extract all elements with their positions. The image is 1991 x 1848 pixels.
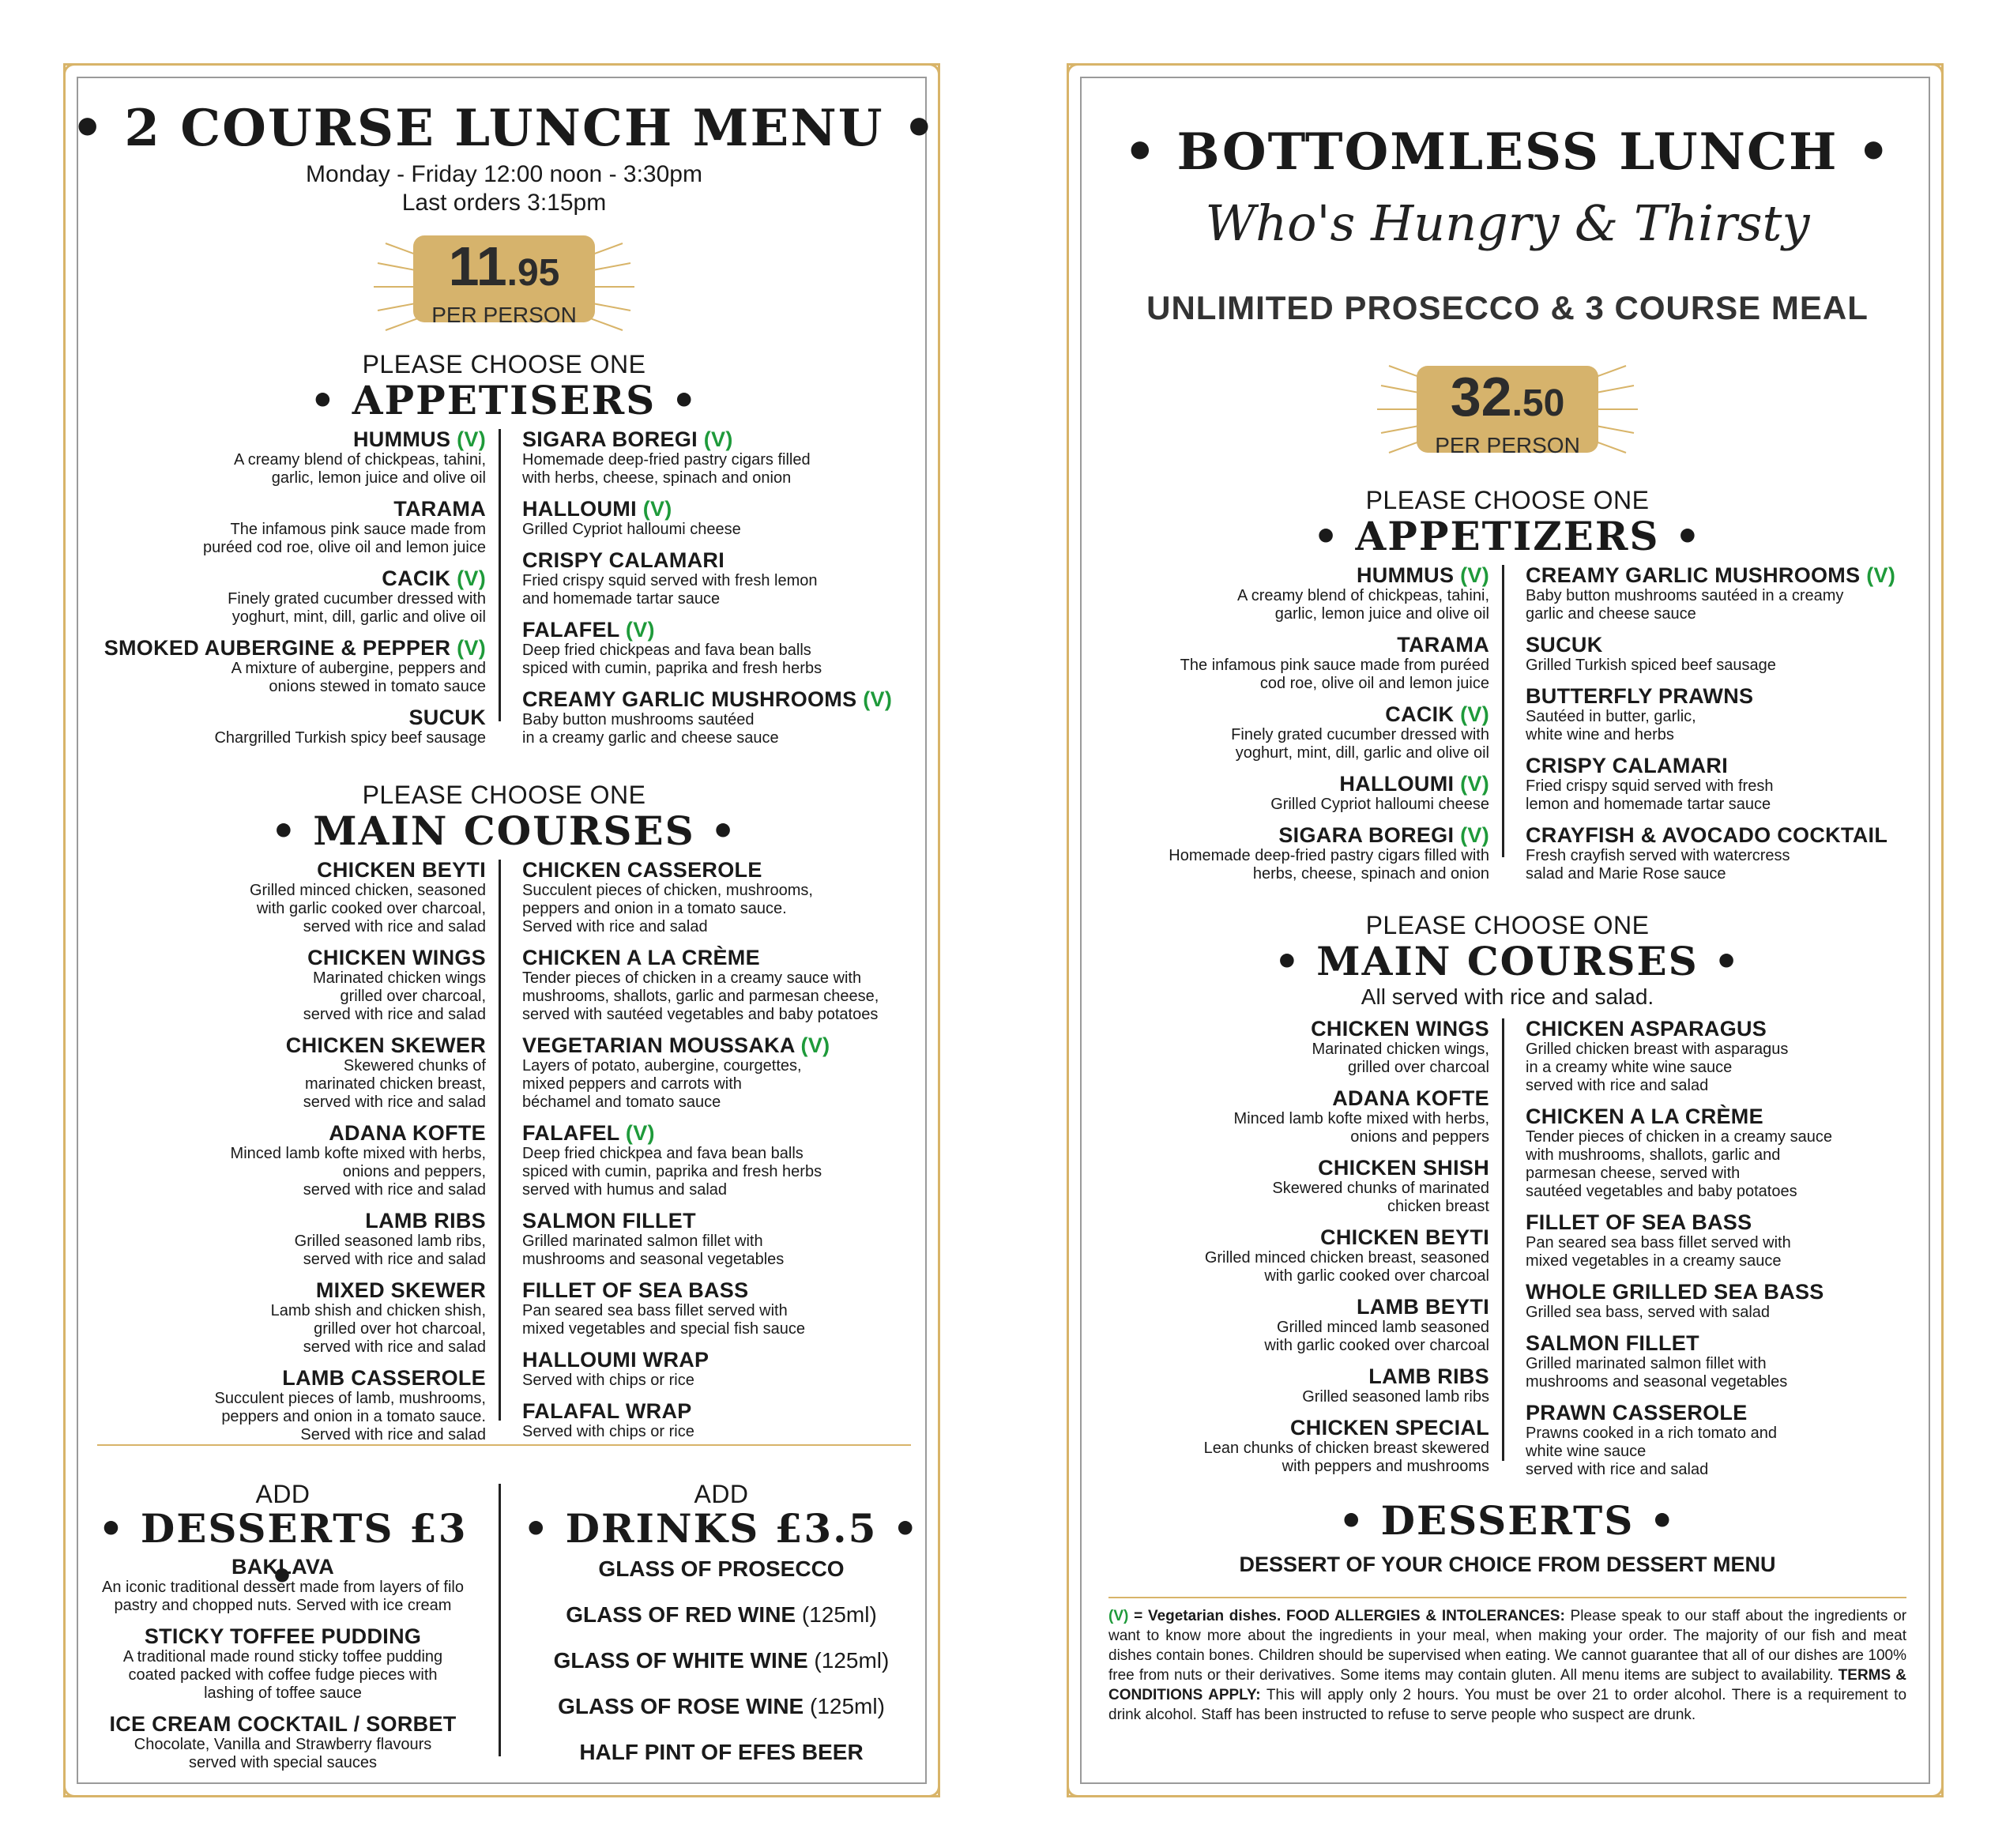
menu-item bbox=[1526, 633, 1936, 675]
mains-right-column bbox=[522, 858, 941, 1451]
dish-name: SMOKED AUBERGINE & PEPPER bbox=[104, 636, 451, 660]
menu-item bbox=[1085, 1364, 1489, 1406]
menu-item-description: The infamous pink sauce made from puréed cod roe, olive oil and lemon juice bbox=[1180, 657, 1489, 692]
menu-item bbox=[1085, 563, 1489, 623]
menu-item bbox=[81, 946, 486, 1024]
vegetarian-badge: (V) bbox=[625, 1121, 655, 1145]
menu-item-description: Minced lamb kofte mixed with herbs, onions and peppers bbox=[1233, 1110, 1489, 1146]
menu-item bbox=[1526, 1401, 1944, 1479]
lunch-title: • 2 COURSE LUNCH MENU • bbox=[66, 97, 943, 160]
menu-item bbox=[81, 427, 486, 487]
dish-name: CHICKEN WINGS bbox=[307, 946, 486, 969]
menu-item-description: Grilled marinated salmon fillet with mushrooms and seasonal vegetables bbox=[522, 1233, 785, 1268]
menu-item-description: Grilled sea bass, served with salad bbox=[1526, 1304, 1771, 1321]
dish-name: LAMB CASSEROLE bbox=[282, 1366, 486, 1390]
dish-name: ICE CREAM COCKTAIL / SORBET bbox=[109, 1712, 457, 1736]
corner-ornament bbox=[1067, 1763, 1101, 1797]
appetizers-title: • APPETIZERS • bbox=[1069, 513, 1946, 560]
dish-name: HUMMUS bbox=[352, 427, 451, 451]
drinks-list bbox=[516, 1557, 927, 1786]
menu-item-name bbox=[522, 548, 933, 572]
price-decimal: .50 bbox=[1511, 382, 1565, 424]
bottomless-menu-panel bbox=[1067, 63, 1944, 1797]
menu-item-description: A creamy blend of chickpeas, tahini, garlic, lemon juice and olive oil bbox=[233, 451, 486, 487]
dish-name: LAMB RIBS bbox=[365, 1209, 486, 1233]
drink-name: GLASS OF PROSECCO bbox=[598, 1556, 845, 1581]
menu-item-name bbox=[1085, 772, 1489, 796]
menu-item-name bbox=[81, 706, 486, 729]
dish-name: FALAFAL WRAP bbox=[522, 1399, 692, 1423]
menu-item-description: Homemade deep-fried pastry cigars filled with herbs, cheese, spinach and onion bbox=[522, 451, 811, 487]
mains-title: • MAIN COURSES • bbox=[66, 807, 943, 855]
menu-item bbox=[81, 706, 486, 747]
menu-item bbox=[522, 1278, 941, 1338]
menu-item bbox=[1526, 1105, 1944, 1201]
dish-name: SALMON FILLET bbox=[1526, 1331, 1699, 1355]
menu-item-description: Chocolate, Vanilla and Strawberry flavours served with special sauces bbox=[134, 1736, 432, 1771]
dish-name: BUTTERFLY PRAWNS bbox=[1526, 684, 1754, 708]
dish-name: FALAFEL bbox=[522, 618, 620, 642]
dish-name: CHICKEN SKEWER bbox=[285, 1033, 486, 1057]
menu-item-name bbox=[1526, 1401, 1944, 1425]
dish-name: LAMB RIBS bbox=[1368, 1364, 1489, 1388]
menu-item-description: A traditional made round sticky toffee pudding coated packed with coffee fudge pieces with lashing of toffee sauce bbox=[122, 1648, 443, 1702]
menu-item-description: Grilled chicken breast with asparagus in a creamy white wine sauce served with rice and salad bbox=[1526, 1041, 1789, 1094]
corner-ornament bbox=[1067, 63, 1101, 97]
menu-item-description: Grilled seasoned lamb ribs, served with rice and salad bbox=[294, 1233, 486, 1268]
menu-item-name bbox=[81, 1366, 486, 1390]
bottomless-tagline: Who's Hungry & Thirsty bbox=[1205, 194, 1810, 252]
dish-name: MIXED SKEWER bbox=[315, 1278, 486, 1302]
column-divider bbox=[1502, 1018, 1504, 1461]
menu-item-description: Layers of potato, aubergine, courgettes, mixed peppers and carrots with béchamel and tomato sauce bbox=[522, 1057, 802, 1111]
menu-item bbox=[81, 497, 486, 557]
vegetarian-badge: (V) bbox=[1460, 563, 1489, 587]
menu-item bbox=[1526, 754, 1936, 814]
menu-item-description: Minced lamb kofte mixed with herbs, onions and peppers, served with rice and salad bbox=[230, 1145, 486, 1199]
drink-item bbox=[516, 1603, 927, 1627]
menu-item-description: Grilled minced chicken, seasoned with garlic cooked over charcoal, served with rice and salad bbox=[249, 882, 486, 935]
menu-item-description: Pan seared sea bass fillet served with mixed vegetables and special fish sauce bbox=[522, 1302, 805, 1338]
dish-name: SALMON FILLET bbox=[522, 1209, 696, 1233]
menu-item bbox=[522, 1399, 941, 1441]
menu-item-description: Grilled seasoned lamb ribs bbox=[1302, 1388, 1489, 1406]
menu-item-name bbox=[81, 427, 486, 451]
drink-name: GLASS OF RED WINE bbox=[566, 1602, 796, 1627]
drink-name: GLASS OF ROSE WINE bbox=[558, 1694, 804, 1718]
menu-item-name bbox=[81, 1712, 484, 1736]
menu-item bbox=[522, 1209, 941, 1269]
drink-item bbox=[516, 1649, 927, 1673]
footer-text-2: This will apply only 2 hours. You must be over 21 to order alcohol. There is a requirement to drink alcohol. Staff has been instructed to refuse to serve people who suspect are drunk. bbox=[1108, 1687, 1907, 1723]
menu-item-description: Marinated chicken wings, grilled over charcoal bbox=[1312, 1041, 1489, 1076]
menu-item bbox=[1085, 1086, 1489, 1146]
column-divider bbox=[1502, 565, 1504, 857]
menu-item bbox=[1526, 684, 1936, 744]
mains-note: All served with rice and salad. bbox=[1361, 984, 1654, 1009]
dish-name: CHICKEN SPECIAL bbox=[1289, 1416, 1489, 1440]
menu-item-name bbox=[522, 1399, 941, 1423]
menu-item-name bbox=[1526, 1280, 1944, 1304]
dish-name: CHICKEN SHISH bbox=[1318, 1156, 1489, 1180]
menu-item-description: Lamb shish and chicken shish, grilled over hot charcoal, served with rice and salad bbox=[270, 1302, 486, 1356]
menu-item bbox=[1085, 772, 1489, 814]
dish-name: ADANA KOFTE bbox=[1332, 1086, 1489, 1110]
menu-item-description: Fresh crayfish served with watercress salad and Marie Rose sauce bbox=[1526, 847, 1790, 883]
menu-item-description: Succulent pieces of lamb, mushrooms, peppers and onion in a tomato sauce. Served with rice and salad bbox=[214, 1390, 486, 1443]
appetisers-left-column bbox=[81, 427, 486, 757]
menu-item-description: Grilled minced chicken breast, seasoned with garlic cooked over charcoal bbox=[1204, 1249, 1489, 1285]
menu-item bbox=[522, 1121, 941, 1199]
dish-name: CREAMY GARLIC MUSHROOMS bbox=[522, 687, 857, 711]
menu-item-description: Tender pieces of chicken in a creamy sauce with mushrooms, shallots, garlic and parmesan cheese, served with sautéed vegetables and baby potatoes bbox=[522, 969, 879, 1023]
menu-item-name bbox=[1526, 563, 1936, 587]
menu-item bbox=[81, 1624, 484, 1703]
price-badge bbox=[1373, 350, 1642, 469]
menu-item-description: Deep fried chickpea and fava bean balls spiced with cumin, paprika and fresh herbs served with humus and salad bbox=[522, 1145, 822, 1199]
dish-name: SIGARA BOREGI bbox=[522, 427, 698, 451]
menu-item-name bbox=[81, 1278, 486, 1302]
corner-ornament bbox=[63, 63, 97, 97]
vegetarian-badge: (V) bbox=[1866, 563, 1896, 587]
menu-item bbox=[1526, 1017, 1944, 1095]
menu-item-description: Served with chips or rice bbox=[522, 1372, 694, 1389]
menu-item-description: Grilled Cypriot halloumi cheese bbox=[1270, 796, 1489, 813]
menu-item-name bbox=[81, 858, 486, 882]
dish-name: CRISPY CALAMARI bbox=[522, 548, 725, 572]
lunch-last-orders: Last orders 3:15pm bbox=[401, 190, 607, 216]
dish-name: VEGETARIAN MOUSSAKA bbox=[522, 1033, 795, 1057]
menu-item bbox=[81, 636, 486, 696]
mains-left-column bbox=[1085, 1017, 1489, 1485]
menu-item bbox=[81, 858, 486, 936]
dish-name: FILLET OF SEA BASS bbox=[1526, 1210, 1752, 1234]
menu-item-name bbox=[522, 1121, 941, 1145]
menu-item-name bbox=[1526, 754, 1936, 777]
menu-item-name bbox=[1085, 823, 1489, 847]
drink-size: (125ml) bbox=[810, 1694, 885, 1718]
appetisers-right-column bbox=[522, 427, 933, 757]
price-badge bbox=[370, 228, 638, 346]
vegetarian-badge: (V) bbox=[863, 687, 893, 711]
menu-item-name bbox=[522, 858, 941, 882]
menu-item-description: Lean chunks of chicken breast skewered with peppers and mushrooms bbox=[1203, 1440, 1489, 1475]
menu-item-name bbox=[81, 1209, 486, 1233]
mains-choose: PLEASE CHOOSE ONE bbox=[1365, 911, 1650, 939]
dish-name: HALLOUMI WRAP bbox=[522, 1348, 709, 1372]
menu-item bbox=[1526, 823, 1936, 883]
menu-item bbox=[522, 618, 933, 678]
lunch-menu-panel bbox=[63, 63, 940, 1797]
corner-ornament bbox=[906, 63, 940, 97]
drinks-title: • DRINKS £3.5 • bbox=[516, 1505, 927, 1553]
dish-name: FALAFEL bbox=[522, 1121, 620, 1145]
dish-name: CRISPY CALAMARI bbox=[1526, 754, 1729, 777]
menu-item-description: Homemade deep-fried pastry cigars filled with herbs, cheese, spinach and onion bbox=[1169, 847, 1489, 883]
dish-name: SIGARA BOREGI bbox=[1278, 823, 1455, 847]
appetizers-right-column bbox=[1526, 563, 1936, 893]
drink-size: (125ml) bbox=[801, 1602, 877, 1627]
column-divider bbox=[499, 860, 501, 1421]
veg-label: = Vegetarian dishes. FOOD ALLERGIES & INTOLERANCES: bbox=[1134, 1608, 1565, 1624]
section-divider bbox=[1108, 1597, 1906, 1598]
menu-item bbox=[1085, 633, 1489, 693]
menu-item-description: Skewered chunks of marinated chicken breast bbox=[1272, 1180, 1489, 1215]
menu-item-description: Baby button mushrooms sautéed in a creamy garlic and cheese sauce bbox=[522, 711, 779, 747]
appetizers-left-column bbox=[1085, 563, 1489, 893]
menu-item bbox=[81, 1209, 486, 1269]
menu-item-name bbox=[1526, 1331, 1944, 1355]
vegetarian-badge: (V) bbox=[457, 566, 486, 590]
dish-name: WHOLE GRILLED SEA BASS bbox=[1526, 1280, 1824, 1304]
menu-item-name bbox=[81, 497, 486, 521]
footer-notes bbox=[1108, 1606, 1906, 1725]
menu-item-name bbox=[1085, 1416, 1489, 1440]
menu-item-name bbox=[81, 1624, 484, 1648]
menu-item-name bbox=[1085, 563, 1489, 587]
lunch-hours: Monday - Friday 12:00 noon - 3:30pm bbox=[306, 161, 702, 187]
footer-text-1: Please speak to our staff about the ingredients or want to know more about the ingredients in your meal, when making your order. The majority of our fish and meat dishes contain bones. Children should be supervised when eating. We cannot guarantee that all of our dishes are 100% free from nuts or their derivatives. Some items may contain gluten. All menu items are subject to availability. bbox=[1108, 1608, 1907, 1684]
dish-name: BAKLAVA bbox=[231, 1555, 335, 1579]
menu-item-description: Fried crispy squid served with fresh lemon and homemade tartar sauce bbox=[522, 572, 818, 608]
price-main: 32 bbox=[1450, 366, 1512, 427]
dish-name: CHICKEN A LA CRÈME bbox=[1526, 1105, 1763, 1128]
mains-right-column bbox=[1526, 1017, 1944, 1489]
vegetarian-badge: (V) bbox=[1460, 823, 1489, 847]
menu-item-name bbox=[81, 1033, 486, 1057]
menu-item-name bbox=[1085, 1017, 1489, 1041]
menu-item-description: Tender pieces of chicken in a creamy sauce with mushrooms, shallots, garlic and parmesan cheese, served with sautéed vegetables and baby potatoes bbox=[1526, 1128, 1832, 1200]
menu-item bbox=[1526, 1280, 1944, 1322]
menu-item bbox=[1085, 823, 1489, 883]
menu-item bbox=[522, 548, 933, 608]
drink-name: HALF PINT OF EFES BEER bbox=[579, 1740, 864, 1764]
dish-name: LAMB BEYTI bbox=[1357, 1295, 1489, 1319]
dish-name: PRAWN CASSEROLE bbox=[1526, 1401, 1748, 1425]
vegetarian-badge: (V) bbox=[703, 427, 733, 451]
menu-item-name bbox=[522, 497, 933, 521]
menu-item-name bbox=[1085, 1225, 1489, 1249]
menu-item-name bbox=[522, 427, 933, 451]
menu-item-description: The infamous pink sauce made from puréed cod roe, olive oil and lemon juice bbox=[203, 521, 486, 556]
menu-item bbox=[522, 946, 941, 1024]
menu-item-name bbox=[1526, 823, 1936, 847]
drink-item bbox=[516, 1741, 927, 1764]
drink-item bbox=[516, 1557, 927, 1581]
vegetarian-badge: (V) bbox=[1460, 772, 1489, 796]
menu-item-name bbox=[1085, 633, 1489, 657]
menu-item bbox=[1085, 1017, 1489, 1077]
corner-ornament bbox=[1910, 63, 1944, 97]
per-person-label: PER PERSON bbox=[1435, 433, 1580, 457]
drink-size: (125ml) bbox=[814, 1648, 890, 1673]
terms-label: TERMS & CONDITIONS APPLY: bbox=[1108, 1667, 1906, 1703]
menu-item-description: Chargrilled Turkish spicy beef sausage bbox=[214, 729, 486, 747]
menu-item bbox=[81, 1121, 486, 1199]
menu-item-description: Fried crispy squid served with fresh lemon and homemade tartar sauce bbox=[1526, 777, 1774, 813]
dish-name: STICKY TOFFEE PUDDING bbox=[144, 1624, 422, 1648]
menu-item-description: Finely grated cucumber dressed with yoghurt, mint, dill, garlic and olive oil bbox=[1231, 726, 1489, 762]
menu-item-description: An iconic traditional dessert made from layers of filo pastry and chopped nuts. Served with ice cream bbox=[102, 1579, 464, 1614]
dish-name: CHICKEN A LA CRÈME bbox=[522, 946, 760, 969]
menu-item-name bbox=[1526, 1210, 1944, 1234]
vegetarian-badge: (V) bbox=[625, 618, 655, 642]
corner-ornament bbox=[1910, 1763, 1944, 1797]
desserts-add: ADD bbox=[255, 1480, 311, 1508]
menu-item bbox=[522, 1033, 941, 1112]
menu-item bbox=[81, 1033, 486, 1112]
menu-item-name bbox=[81, 566, 486, 590]
dish-name: CHICKEN BEYTI bbox=[317, 858, 486, 882]
dish-name: ADANA KOFTE bbox=[329, 1121, 486, 1145]
menu-item bbox=[522, 1348, 941, 1390]
vegetarian-badge: (V) bbox=[1460, 702, 1489, 726]
menu-item bbox=[522, 497, 933, 539]
menu-item bbox=[1085, 1295, 1489, 1355]
dish-name: CACIK bbox=[382, 566, 451, 590]
per-person-label: PER PERSON bbox=[431, 303, 577, 327]
vegetarian-badge: (V) bbox=[457, 427, 486, 451]
desserts-list bbox=[81, 1555, 484, 1782]
menu-item-description: Deep fried chickpeas and fava bean balls spiced with cumin, paprika and fresh herbs bbox=[522, 642, 822, 677]
mains-left-column bbox=[81, 858, 486, 1454]
dish-name: CHICKEN WINGS bbox=[1311, 1017, 1489, 1041]
menu-item bbox=[522, 427, 933, 487]
menu-item-description: Baby button mushrooms sautéed in a creamy garlic and cheese sauce bbox=[1526, 587, 1844, 623]
vegetarian-badge: (V) bbox=[642, 497, 672, 521]
menu-item-description: Marinated chicken wings grilled over charcoal, served with rice and salad bbox=[303, 969, 486, 1023]
veg-mark: (V) bbox=[1108, 1608, 1129, 1624]
menu-item-description: Pan seared sea bass fillet served with mixed vegetables in a creamy sauce bbox=[1526, 1234, 1791, 1270]
menu-item-description: Grilled Cypriot halloumi cheese bbox=[522, 521, 741, 538]
menu-item-name bbox=[1085, 702, 1489, 726]
menu-item-name bbox=[1526, 1105, 1944, 1128]
dish-name: HUMMUS bbox=[1356, 563, 1455, 587]
menu-item bbox=[1526, 1210, 1944, 1270]
column-divider bbox=[499, 429, 501, 721]
menu-item-name bbox=[81, 1121, 486, 1145]
dish-name: CHICKEN ASPARAGUS bbox=[1526, 1017, 1767, 1041]
drink-item bbox=[516, 1695, 927, 1718]
dish-name: CREAMY GARLIC MUSHROOMS bbox=[1526, 563, 1861, 587]
dish-name: HALLOUMI bbox=[522, 497, 637, 521]
menu-item-name bbox=[1526, 633, 1936, 657]
dish-name: FILLET OF SEA BASS bbox=[522, 1278, 749, 1302]
menu-item-description: Succulent pieces of chicken, mushrooms, peppers and onion in a tomato sauce. Served with rice and salad bbox=[522, 882, 813, 935]
drinks-add: ADD bbox=[694, 1480, 749, 1508]
menu-item-description: Sautéed in butter, garlic, white wine and herbs bbox=[1526, 708, 1696, 743]
dish-name: CHICKEN CASSEROLE bbox=[522, 858, 762, 882]
menu-item bbox=[1085, 1416, 1489, 1476]
menu-item bbox=[1085, 1156, 1489, 1216]
menu-item-name bbox=[81, 1555, 484, 1579]
menu-item bbox=[81, 1278, 486, 1357]
menu-item bbox=[1526, 563, 1936, 623]
menu-item-description: Prawns cooked in a rich tomato and white wine sauce served with rice and salad bbox=[1526, 1425, 1777, 1478]
dish-name: CHICKEN BEYTI bbox=[1320, 1225, 1489, 1249]
menu-item-name bbox=[1085, 1364, 1489, 1388]
menu-item-description: Skewered chunks of marinated chicken breast, served with rice and salad bbox=[303, 1057, 486, 1111]
price-decimal: .95 bbox=[506, 252, 560, 294]
dish-name: TARAMA bbox=[393, 497, 486, 521]
desserts-title: • DESSERTS • bbox=[1069, 1497, 1946, 1545]
menu-item-name bbox=[522, 618, 933, 642]
dish-name: HALLOUMI bbox=[1339, 772, 1455, 796]
desserts-title: • DESSERTS £3 • bbox=[81, 1505, 484, 1600]
menu-item bbox=[81, 566, 486, 627]
menu-item bbox=[81, 1555, 484, 1615]
mains-choose: PLEASE CHOOSE ONE bbox=[362, 781, 646, 809]
menu-item-name bbox=[81, 946, 486, 969]
dish-name: CRAYFISH & AVOCADO COCKTAIL bbox=[1526, 823, 1888, 847]
menu-item-name bbox=[1526, 1017, 1944, 1041]
menu-item-name bbox=[522, 1033, 941, 1057]
menu-item bbox=[1085, 702, 1489, 762]
menu-item bbox=[1526, 1331, 1944, 1391]
menu-item-name bbox=[1085, 1086, 1489, 1110]
section-divider bbox=[97, 1444, 911, 1446]
menu-item-name bbox=[81, 636, 486, 660]
price-main: 11 bbox=[448, 235, 507, 297]
menu-item-description: Grilled Turkish spiced beef sausage bbox=[1526, 657, 1776, 674]
menu-item bbox=[522, 687, 933, 747]
menu-item-description: Grilled minced lamb seasoned with garlic cooked over charcoal bbox=[1264, 1319, 1489, 1354]
dish-name: SUCUK bbox=[1526, 633, 1603, 657]
menu-item-description: Finely grated cucumber dressed with yoghurt, mint, dill, garlic and olive oil bbox=[228, 590, 486, 626]
menu-item-name bbox=[522, 1348, 941, 1372]
dish-name: SUCUK bbox=[408, 706, 486, 729]
menu-item bbox=[81, 1712, 484, 1772]
menu-item-name bbox=[1085, 1156, 1489, 1180]
column-divider bbox=[499, 1484, 501, 1756]
bottomless-subtitle: UNLIMITED PROSECCO & 3 COURSE MEAL bbox=[1146, 289, 1869, 326]
mains-title: • MAIN COURSES • bbox=[1069, 938, 1946, 985]
menu-item-description: A mixture of aubergine, peppers and onions stewed in tomato sauce bbox=[231, 660, 486, 695]
menu-item bbox=[81, 1366, 486, 1444]
menu-item-description: A creamy blend of chickpeas, tahini, garlic, lemon juice and olive oil bbox=[1236, 587, 1489, 623]
menu-item-name bbox=[1526, 684, 1936, 708]
drink-name: GLASS OF WHITE WINE bbox=[553, 1648, 808, 1673]
bottomless-title: • BOTTOMLESS LUNCH • bbox=[1069, 121, 1946, 184]
appetizers-choose: PLEASE CHOOSE ONE bbox=[1365, 486, 1650, 514]
vegetarian-badge: (V) bbox=[800, 1033, 830, 1057]
menu-item-name bbox=[522, 1209, 941, 1233]
menu-item-name bbox=[522, 946, 941, 969]
appetisers-choose: PLEASE CHOOSE ONE bbox=[362, 350, 646, 378]
menu-item bbox=[522, 858, 941, 936]
menu-item bbox=[1085, 1225, 1489, 1285]
dish-name: CACIK bbox=[1385, 702, 1455, 726]
desserts-note: DESSERT OF YOUR CHOICE FROM DESSERT MENU bbox=[1239, 1553, 1776, 1576]
appetisers-title: • APPETISERS • bbox=[66, 377, 943, 424]
vegetarian-badge: (V) bbox=[457, 636, 486, 660]
menu-item-name bbox=[1085, 1295, 1489, 1319]
menu-item-description: Grilled marinated salmon fillet with mushrooms and seasonal vegetables bbox=[1526, 1355, 1788, 1391]
dish-name: TARAMA bbox=[1397, 633, 1489, 657]
menu-item-name bbox=[522, 1278, 941, 1302]
menu-item-description: Served with chips or rice bbox=[522, 1423, 694, 1440]
menu-item-name bbox=[522, 687, 933, 711]
